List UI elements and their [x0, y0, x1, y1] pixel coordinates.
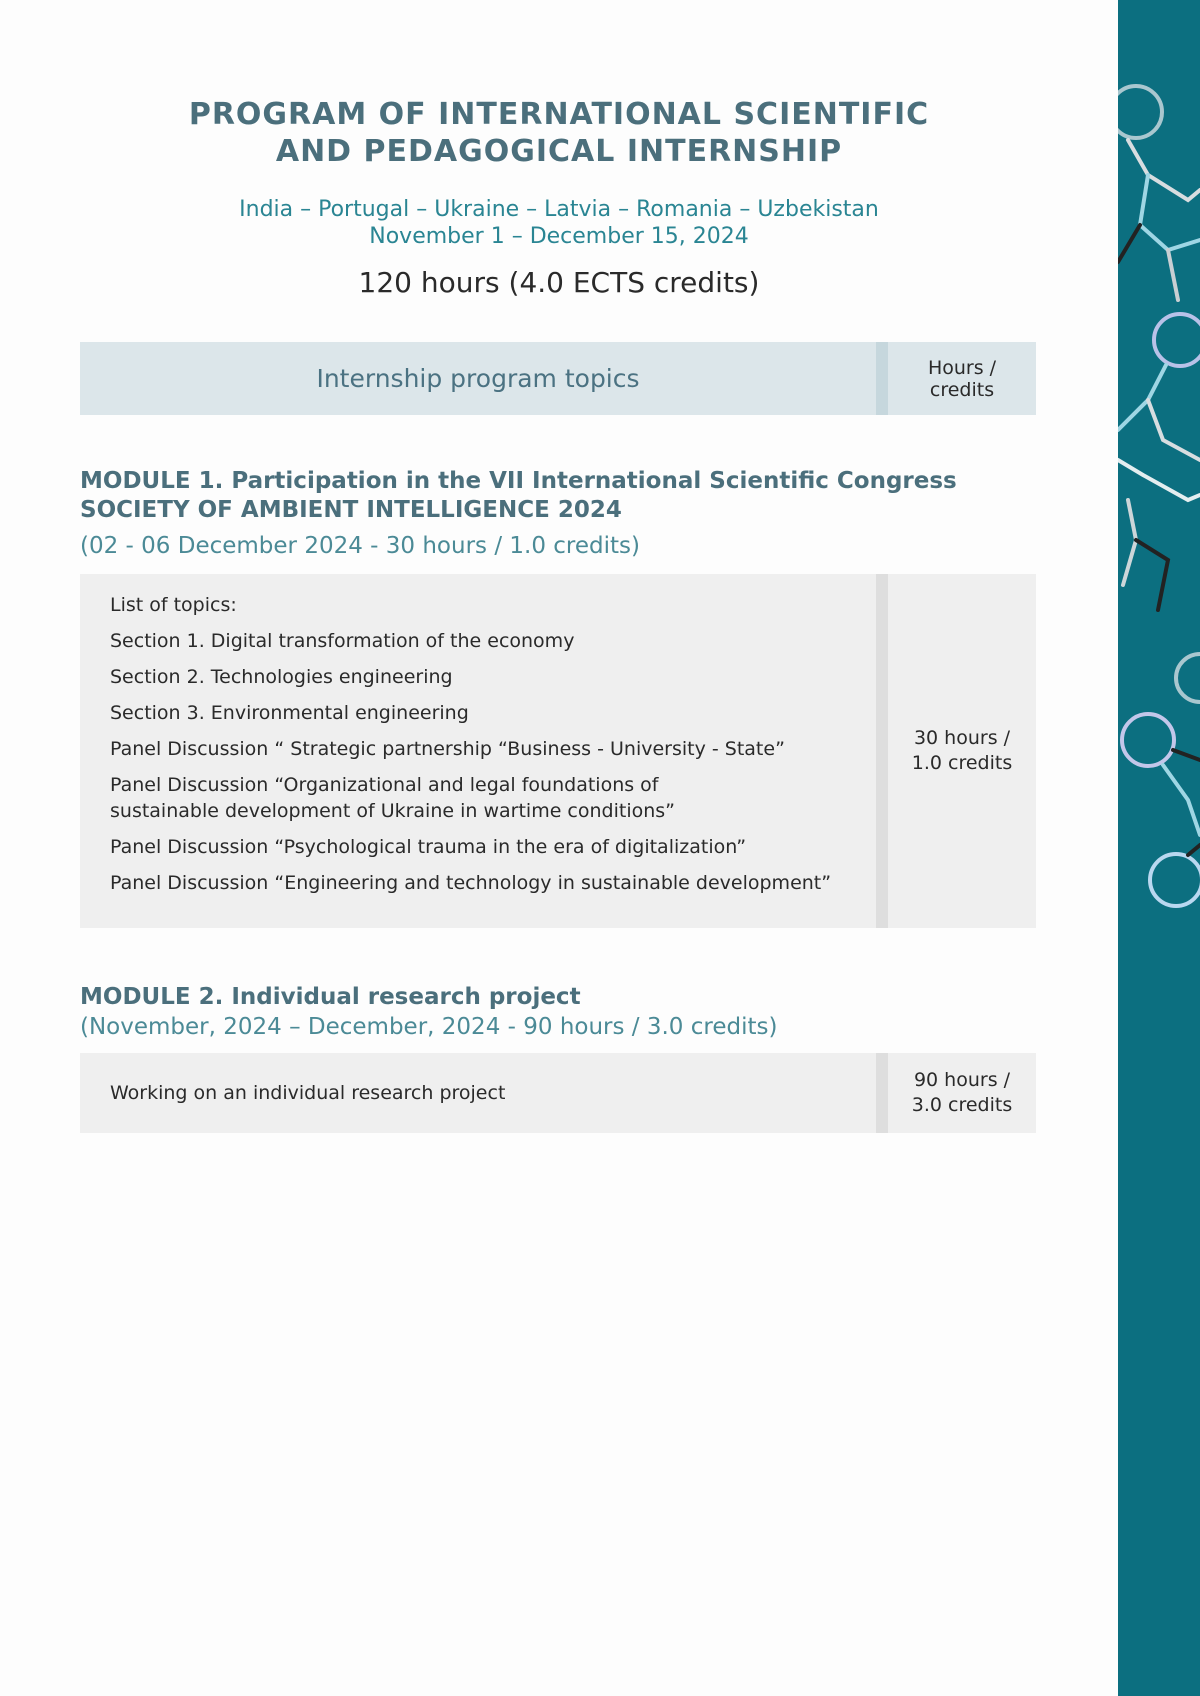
list-item: Panel Discussion “Psychological trauma in the era of digitalization” [110, 836, 747, 858]
hours-header-line-2: credits [929, 378, 995, 401]
dates-line: November 1 – December 15, 2024 [369, 224, 749, 249]
module1-hours-line-2: 1.0 credits [911, 752, 1013, 774]
list-item: Panel Discussion “ Strategic partnership “Business - University - State” [110, 738, 785, 760]
table-header [80, 342, 1036, 415]
module2-hours [888, 1053, 1036, 1133]
list-item: Panel Discussion “Organizational and legal foundations of sustainable development of Ukraine in wartime conditions” [110, 774, 676, 822]
module1-hours-line-1: 30 hours / [913, 727, 1011, 749]
decorative-side-band [1118, 0, 1200, 1696]
hours-column-header [888, 342, 1036, 415]
page-title [80, 96, 1038, 170]
list-item: Section 3. Environmental engineering [110, 702, 469, 724]
molecule-pattern-icon [1118, 0, 1200, 1696]
module1-row [80, 574, 1036, 928]
module2-hours-line-1: 90 hours / [913, 1069, 1011, 1091]
module2-subtitle: (November, 2024 – December, 2024 - 90 hours / 3.0 credits) [80, 1014, 778, 1040]
column-divider [876, 574, 888, 928]
module1-topic-list [110, 592, 850, 906]
total-hours: 120 hours (4.0 ECTS credits) [358, 266, 760, 299]
title-line-1: PROGRAM OF INTERNATIONAL SCIENTIFIC [188, 97, 930, 132]
module1-hours [888, 574, 1036, 928]
list-item: Section 2. Technologies engineering [110, 666, 453, 688]
module2-title: MODULE 2. Individual research project [80, 984, 581, 1010]
module1-title-line-2: SOCIETY OF AMBIENT INTELLIGENCE 2024 [80, 497, 622, 523]
hours-header-line-1: Hours / [927, 356, 997, 379]
module1-title [80, 467, 980, 525]
column-divider [876, 342, 888, 415]
module2-hours-line-2: 3.0 credits [911, 1094, 1013, 1116]
list-item: Panel Discussion “Engineering and technology in sustainable development” [110, 872, 832, 894]
module2-topic: Working on an individual research project [110, 1082, 506, 1104]
title-line-2: AND PEDAGOGICAL INTERNSHIP [275, 134, 843, 169]
topics-column-header: Internship program topics [316, 364, 640, 393]
list-item: Section 1. Digital transformation of the economy [110, 630, 575, 652]
module1-subtitle: (02 - 06 December 2024 - 30 hours / 1.0 credits) [80, 533, 640, 559]
module2-row [80, 1053, 1036, 1133]
column-divider [876, 1053, 888, 1133]
countries-line: India – Portugal – Ukraine – Latvia – Romania – Uzbekistan [239, 197, 879, 222]
module1-title-line-1: MODULE 1. Participation in the VII International Scientific Congress [80, 468, 957, 494]
list-item: List of topics: [110, 594, 237, 616]
